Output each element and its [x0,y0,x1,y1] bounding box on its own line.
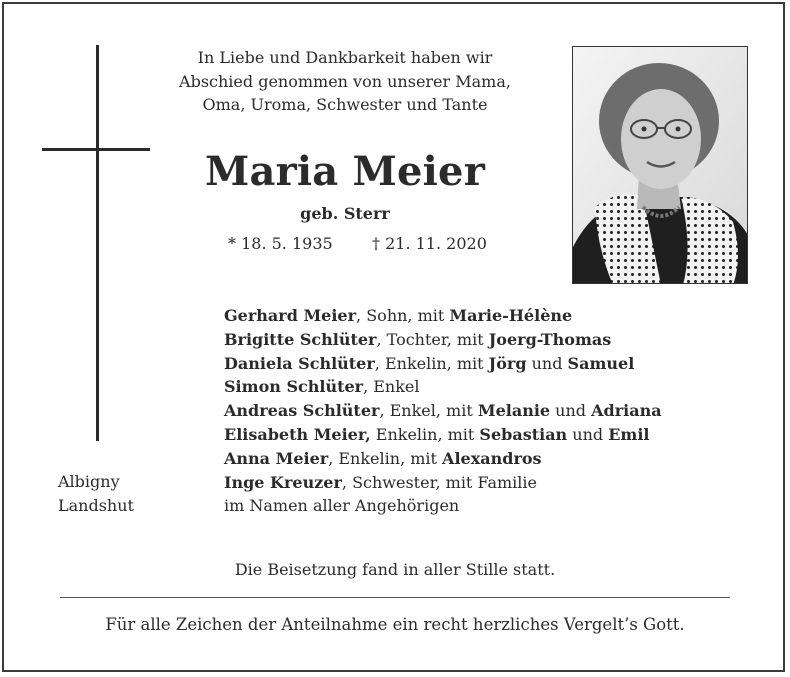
mourner-row [224,399,662,423]
maiden-name: geb. Sterr [300,204,390,223]
mourner-name: Simon Schlüter [224,377,364,397]
mourner-row [224,375,662,399]
mourner-text: und [567,424,609,444]
mourner-row [224,352,662,376]
intro-line: Abschied genommen von unserer Mama, [179,71,511,91]
mourner-row [224,328,662,352]
mourners-list [224,304,662,518]
mourner-name: Gerhard Meier [224,306,357,325]
mourner-name: Emil [608,424,650,444]
mourner-name: Brigitte Schlüter [224,329,377,349]
mourner-row [224,423,662,447]
mourner-row [224,447,662,471]
mourner-text: , Tochter, mit [376,329,489,349]
mourner-name: Sebastian [479,424,568,444]
mourner-text: , Enkelin, mit [328,448,443,468]
thanks-line: Für alle Zeichen der Anteilnahme ein recht herzliches Vergelt’s Gott. [105,615,685,634]
funeral-note: Die Beisetzung fand in aller Stille statt. [234,560,556,579]
mourner-row [224,494,662,518]
mourner-text: , Sohn, mit [356,306,450,325]
place: Albigny [58,472,120,491]
mourner-name: Melanie [477,401,551,421]
mourner-text: und [526,353,568,373]
mourner-row [224,471,662,495]
mourner-row [224,304,662,328]
mourner-name: Andreas Schlüter [224,401,380,421]
mourner-text: , Enkel, mit [379,401,478,421]
birth-date: * 18. 5. 1935 [228,234,333,253]
mourner-text: , Enkelin, mit [374,353,489,373]
mourner-name: Anna Meier [224,448,329,468]
intro-line: In Liebe und Dankbarkeit haben wir [197,48,493,67]
deceased-name: Maria Meier [205,148,485,195]
mourner-name: Samuel [567,353,635,373]
mourner-text: Enkelin, mit [370,424,480,444]
mourner-name: Alexandros [442,448,542,468]
mourner-name: Daniela Schlüter [224,353,375,373]
mourner-name: Adriana [591,401,662,421]
mourner-text: und [550,401,592,421]
intro-line: Oma, Uroma, Schwester und Tante [202,95,488,114]
mourner-name: Jörg [488,353,527,373]
place: Landshut [58,495,134,515]
mourner-name: Marie-Hélène [449,306,573,325]
mourner-name: Inge Kreuzer [224,472,342,492]
mourner-name: Elisabeth Meier, [224,424,371,444]
intro-text [160,46,530,117]
cross-icon [96,45,99,441]
portrait-photo [572,46,748,284]
mourner-text: , Enkel [363,377,420,397]
places [58,470,134,518]
death-date: † 21. 11. 2020 [372,234,487,253]
mourner-name: Joerg-Thomas [488,329,612,349]
cross-icon-bar [42,148,150,151]
mourner-text: im Namen aller Angehörigen [224,496,460,516]
divider [60,597,730,598]
mourner-text: , Schwester, mit Familie [341,472,537,492]
